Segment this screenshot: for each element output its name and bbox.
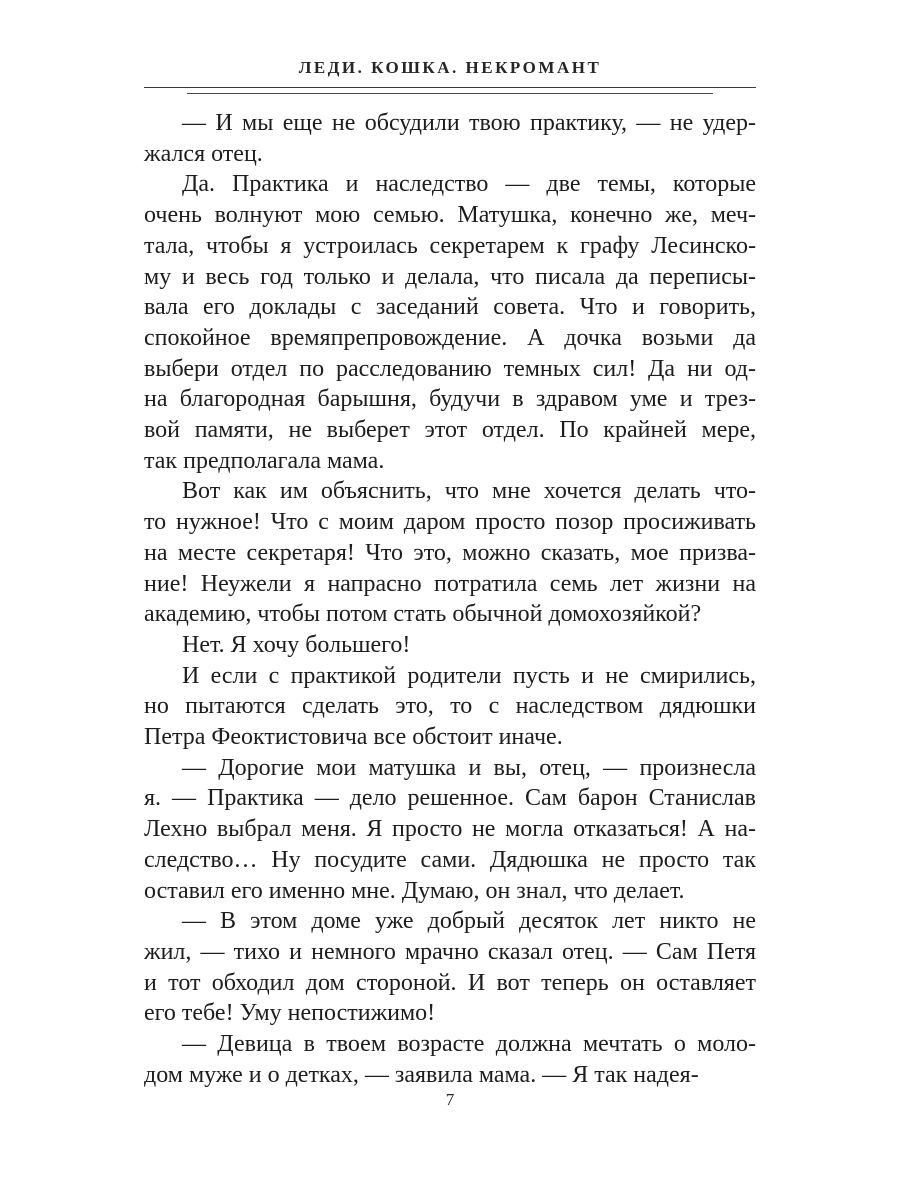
text-line: следство… Ну посудите сами. Дядюшка не просто так [144, 846, 756, 873]
paragraph [144, 108, 756, 169]
text-line: Да. Практика и наследство — две темы, которые [182, 171, 756, 198]
text-line: академию, чтобы потом стать обычной домохозяйкой? [144, 601, 702, 628]
page-number: 7 [445, 1090, 455, 1109]
text-line: вала его доклады с заседаний совета. Что и говорить, [144, 294, 756, 321]
text-line: И если с практикой родители пусть и не смирились, [182, 662, 756, 689]
header-rule-top [144, 87, 756, 88]
paragraph [144, 753, 756, 907]
header-rule [144, 87, 756, 94]
text-line: Лехно выбрал меня. Я просто не могла отказаться! А на- [144, 816, 756, 843]
text-line: очень волнуют мою семью. Матушка, конечно же, меч- [144, 202, 756, 229]
paragraph [144, 661, 756, 753]
paragraph [144, 476, 756, 630]
text-line: тала, чтобы я устроилась секретарем к графу Лесинско- [144, 232, 756, 259]
text-line: — И мы еще не обсудили твою практику, — не удер- [182, 110, 756, 136]
text-line: вой памяти, не выберет этот отдел. По крайней мере, [144, 417, 756, 444]
text-line: но пытаются сделать это, то с наследством дядюшки [144, 693, 756, 720]
text-line: жил, — тихо и немного мрачно сказал отец. — Сам Петя [144, 938, 756, 965]
text-line: Петра Феоктистовича все обстоит иначе. [144, 724, 563, 751]
text-line: так предполагала мама. [144, 447, 385, 474]
paragraph [144, 1029, 756, 1090]
text-line: спокойное времяпрепровождение. А дочка возьми да [144, 324, 756, 351]
text-line: Нет. Я хочу большего! [182, 631, 411, 658]
text-line: то нужное! Что с моим даром просто позор просиживать [144, 509, 756, 536]
text-line: и тот обходил дом стороной. И вот теперь он оставляет [144, 969, 756, 996]
text-line: на благородная барышня, будучи в здравом уме и трез- [144, 386, 756, 413]
running-header: ЛЕДИ. КОШКА. НЕКРОМАНТ [298, 58, 602, 77]
text-line: — В этом доме уже добрый десяток лет никто не [182, 908, 756, 935]
paragraph [144, 169, 756, 476]
text-line: его тебе! Уму непостижимо! [144, 1000, 436, 1027]
text-line: — Дорогие мои матушка и вы, отец, — произнесла [182, 754, 756, 781]
text-line: выбери отдел по расследованию темных сил! Да ни од- [144, 355, 756, 382]
text-line: оставил его именно мне. Думаю, он знал, что делает. [144, 877, 685, 904]
text-line: — Девица в твоем возрасте должна мечтать о моло- [182, 1031, 756, 1058]
paragraph [144, 906, 756, 1029]
body-text [144, 108, 756, 1091]
text-line: я. — Практика — дело решенное. Сам барон Станислав [144, 785, 756, 812]
text-line: ние! Неужели я напрасно потратила семь лет жизни на [144, 570, 756, 597]
text-line: на месте секретаря! Что это, можно сказать, мое призва- [144, 539, 756, 566]
text-line: Вот как им объяснить, что мне хочется делать что- [182, 478, 756, 505]
header-rule-bottom [187, 93, 713, 94]
text-line: жался отец. [144, 140, 263, 167]
text-line: дом муже и о детках, — заявила мама. — Я так надея- [144, 1061, 699, 1088]
text-line: му и весь год только и делала, что писала да переписы- [144, 263, 756, 290]
paragraph [144, 630, 756, 661]
